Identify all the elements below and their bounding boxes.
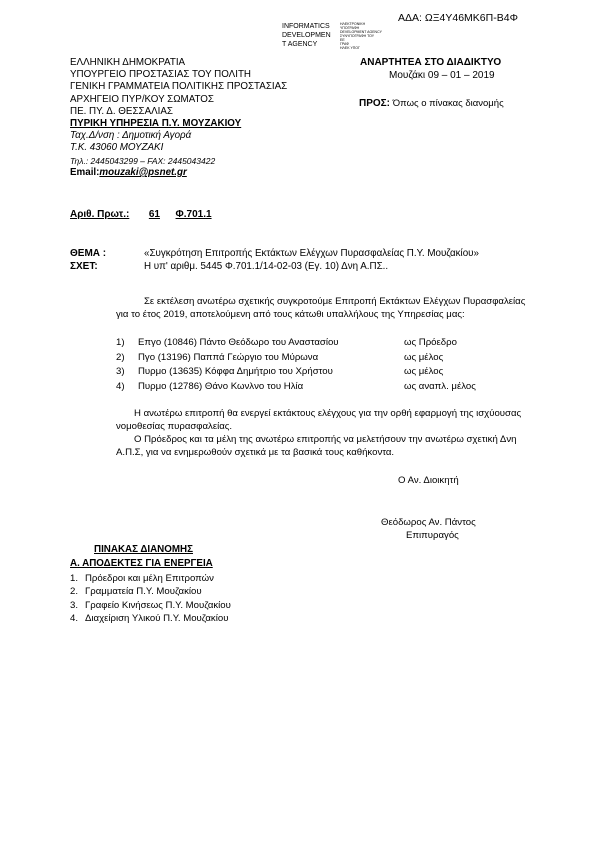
email-label: Email: — [70, 166, 100, 178]
protocol-number: 61 — [148, 209, 160, 220]
paragraph-line: για το έτος 2019, αποτελούμενη από τους κάτωθι υπαλλήλους της Υπηρεσίας μας: — [116, 309, 465, 320]
member-list — [116, 336, 476, 395]
letterhead-line: ΓΕΝΙΚΗ ΓΡΑΜΜΑΤΕΙΑ ΠΟΛΙΤΙΚΗΣ ΠΡΟΣΤΑΣΙΑΣ — [70, 81, 288, 93]
postal-line: Τ.Κ. 43060 ΜΟΥΖΑΚΙ — [70, 142, 164, 154]
reference-label: ΣΧΕΤ: — [70, 261, 98, 272]
paragraph-line: νομοθεσίας πυρασφαλείας. — [116, 421, 233, 432]
email-line — [70, 167, 287, 179]
protocol-line — [70, 209, 212, 220]
list-item: 2. Γραμματεία Π.Υ. Μουζακίου — [70, 586, 202, 598]
distribution-list — [70, 572, 231, 625]
email-link[interactable]: mouzaki@psnet.gr — [99, 166, 187, 178]
signature-name: Θεόδωρος Αν. Πάντος — [381, 517, 476, 528]
list-item: 3. Γραφείο Κινήσεως Π.Υ. Μουζακίου — [70, 599, 231, 611]
recipient — [359, 98, 504, 109]
list-item: 3) Πυρμο (13635) Κόφφα Δημήτριο του Χρήστου ως μέλος — [116, 366, 444, 378]
reference-value: Η υπ' αριθμ. 5445 Φ.701.1/14-02-03 (Εγ. 10) Δνη Α.ΠΣ.. — [144, 261, 389, 272]
list-item: 2) Πγο (13196) Παππά Γεώργιο του Μύρωνα ως μέλος — [116, 351, 444, 363]
letterhead — [70, 57, 287, 179]
subject-label: ΘΕΜΑ : — [70, 248, 107, 259]
subject-value: «Συγκρότηση Επιτροπής Εκτάκτων Ελέγχων Πυρασφαλείας Π.Υ. Μουζακίου» — [144, 248, 479, 259]
protocol-label: Αριθ. Πρωτ.: — [70, 209, 130, 220]
list-item: 4. Διαχείριση Υλικού Π.Υ. Μουζακίου — [70, 612, 229, 624]
signature-title: Ο Αν. Διοικητή — [398, 475, 459, 486]
paragraph-line: Ο Πρόεδρος και τα μέλη της ανωτέρω επιτροπής να μελετήσουν την ανωτέρω σχετική Δνη — [134, 434, 517, 445]
logo-small-text: ΗΛΕΚΤΡΟΝΙΚΗ ΥΠΟΓΡΑΦΗ DEVELOPMENT AGENCY ΣΥΝΥΠΟΓΡΑΦΗ ΤΟΥ ΕΕ ΓΡΑΦ ΗΛΕΚ ΥΠΟΓ — [340, 22, 382, 50]
protocol-file: Φ.701.1 — [175, 209, 212, 220]
logo-line: DEVELOPMEN — [282, 32, 331, 39]
ada-code: ΑΔΑ: ΩΞ4Υ46ΜΚ6Π-Β4Φ — [398, 12, 518, 24]
letterhead-line: ΥΠΟΥΡΓΕΙΟ ΠΡΟΣΤΑΣΙΑΣ ΤΟΥ ΠΟΛΙΤΗ — [70, 69, 252, 81]
recipient-value: Όπως ο πίνακας διανομής — [392, 98, 504, 109]
list-item: 1) Επγο (10846) Πάντο Θεόδωρο του Αναστασίου ως Πρόεδρο — [116, 337, 457, 348]
list-item: 4) Πυρμο (12786) Θάνο Κωνλνο του Ηλία ως αναπλ. μέλος — [116, 381, 476, 393]
letterhead-line: ΠΕ. ΠΥ. Δ. ΘΕΣΣΑΛΙΑΣ — [70, 105, 173, 117]
publish-notice: ΑΝΑΡΤΗΤΕΑ ΣΤΟ ΔΙΑΔΙΚΤΥΟ — [360, 57, 502, 68]
distribution-subtitle: Α. ΑΠΟΔΕΚΤΕΣ ΓΙΑ ΕΝΕΡΓΕΙΑ — [70, 558, 213, 569]
letterhead-line: ΑΡΧΗΓΕΙΟ ΠΥΡ/ΚΟΥ ΣΩΜΑΤΟΣ — [70, 93, 214, 105]
agency-logo — [282, 22, 331, 49]
phone-line: Τηλ.: 2445043299 – FAX: 2445043422 — [70, 155, 216, 166]
place-date: Μουζάκι 09 – 01 – 2019 — [389, 70, 495, 81]
recipient-label: ΠΡΟΣ: — [359, 98, 391, 109]
service-name: ΠΥΡΙΚΗ ΥΠΗΡΕΣΙΑ Π.Υ. ΜΟΥΖΑΚΙΟΥ — [70, 118, 242, 130]
paragraph-line: Σε εκτέλεση ανωτέρω σχετικής συγκροτούμε Επιτροπή Εκτάκτων Ελέγχων Πυρασφαλείας — [144, 296, 526, 307]
list-item: 1. Πρόεδροι και μέλη Επιτροπών — [70, 573, 214, 584]
distribution-title: ΠΙΝΑΚΑΣ ΔΙΑΝΟΜΗΣ — [94, 544, 193, 555]
paragraph-line: Α.Π.Σ, για να ενημερωθούν σχετικά με τα βασικά τους καθήκοντα. — [116, 447, 395, 458]
paragraph-line: Η ανωτέρω επιτροπή θα ενεργεί εκτάκτους ελέγχους για την ορθή εφαρμογή της ισχύουσας — [134, 408, 522, 419]
letterhead-line: ΕΛΛΗΝΙΚΗ ΔΗΜΟΚΡΑΤΙΑ — [70, 57, 186, 68]
signature-rank: Επιπυραγός — [406, 530, 459, 541]
address-line: Ταχ.Δ/νση : Δημοτική Αγορά — [70, 130, 192, 142]
logo-line: INFORMATICS — [282, 23, 330, 30]
logo-line: T AGENCY — [282, 41, 318, 48]
